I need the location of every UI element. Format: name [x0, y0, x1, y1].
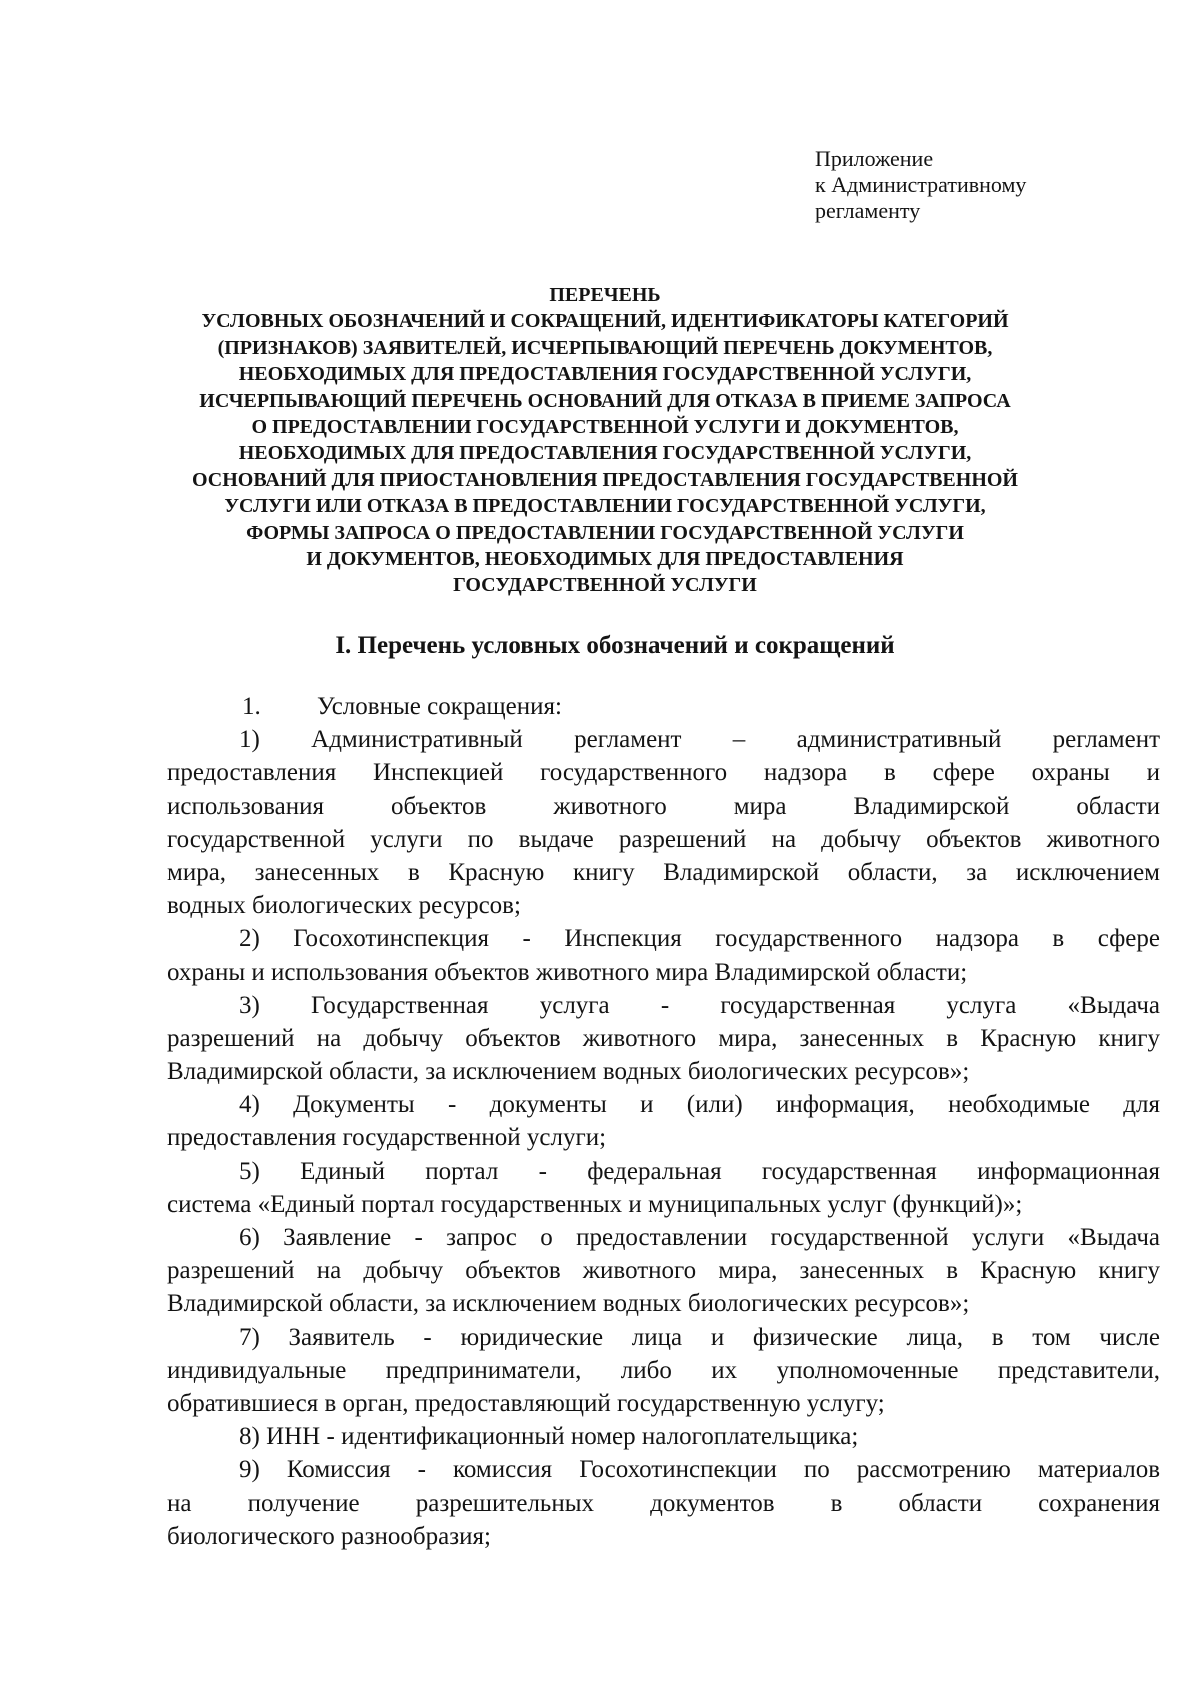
text-line: 8) ИНН - идентификационный номер налогоплательщика; [239, 1423, 859, 1451]
text-line: предоставления государственной услуги; [167, 1124, 607, 1152]
title-line: ПЕРЕЧЕНЬ [549, 284, 661, 306]
text-line: предоставления Инспекцией государственного надзора в сфере охраны и [167, 759, 1160, 787]
text-line: разрешений на добычу объектов животного мира, занесенных в Красную книгу [167, 1257, 1160, 1285]
title-line: УСЛОВНЫХ ОБОЗНАЧЕНИЙ И СОКРАЩЕНИЙ, ИДЕНТИФИКАТОРЫ КАТЕГОРИЙ [201, 310, 1009, 333]
text-line: 7) Заявитель - юридические лица и физические лица, в том числе [239, 1323, 1160, 1351]
text-line: 9) Комиссия - комиссия Госохотинспекции по рассмотрению материалов [239, 1456, 1160, 1484]
title-line: НЕОБХОДИМЫХ ДЛЯ ПРЕДОСТАВЛЕНИЯ ГОСУДАРСТВЕННОЙ УСЛУГИ, [238, 363, 972, 386]
item-text: Условные сокращения: [317, 693, 562, 720]
document-title [140, 282, 1070, 599]
text-line: Владимирской области, за исключением водных биологических ресурсов»; [167, 1290, 970, 1318]
text-line: 5) Единый портал - федеральная государственная информационная [239, 1157, 1160, 1185]
appendix-note [815, 146, 1026, 224]
title-line: ОСНОВАНИЙ ДЛЯ ПРИОСТАНОВЛЕНИЯ ПРЕДОСТАВЛЕНИЯ ГОСУДАРСТВЕННОЙ [191, 468, 1018, 491]
section-heading: I. Перечень условных обозначений и сокращений [335, 632, 895, 659]
text-line: система «Единый портал государственных и муниципальных услуг (функций)»; [167, 1190, 1023, 1218]
title-line: ИСЧЕРПЫВАЮЩИЙ ПЕРЕЧЕНЬ ОСНОВАНИЙ ДЛЯ ОТКАЗА В ПРИЕМЕ ЗАПРОСА [199, 389, 1011, 412]
title-line: ГОСУДАРСТВЕННОЙ УСЛУГИ [453, 574, 757, 597]
text-line: Владимирской области, за исключением водных биологических ресурсов»; [167, 1058, 970, 1086]
text-line: водных биологических ресурсов; [167, 892, 521, 920]
text-line: охраны и использования объектов животного мира Владимирской области; [167, 958, 968, 986]
item-number: 1. [242, 693, 261, 720]
abbreviations-list [167, 690, 1160, 1553]
text-line: 2) Госохотинспекция - Инспекция государственного надзора в сфере [239, 925, 1160, 953]
text-line: мира, занесенных в Красную книгу Владимирской области, за исключением [167, 858, 1160, 886]
text-line: разрешений на добычу объектов животного мира, занесенных в Красную книгу [167, 1024, 1160, 1052]
text-line: государственной услуги по выдаче разрешений на добычу объектов животного [167, 825, 1160, 853]
title-line: И ДОКУМЕНТОВ, НЕОБХОДИМЫХ ДЛЯ ПРЕДОСТАВЛЕНИЯ [306, 548, 904, 571]
text-line: 1) Административный регламент – административный регламент [239, 726, 1160, 754]
text-line: на получение разрешительных документов в области сохранения [167, 1489, 1160, 1517]
appendix-line: регламенту [815, 198, 921, 223]
text-line: биологического разнообразия; [167, 1522, 491, 1550]
text-line: использования объектов животного мира Владимирской области [167, 792, 1160, 820]
text-line: 6) Заявление - запрос о предоставлении государственной услуги «Выдача [239, 1224, 1160, 1251]
appendix-line: Приложение [815, 146, 934, 171]
title-line: НЕОБХОДИМЫХ ДЛЯ ПРЕДОСТАВЛЕНИЯ ГОСУДАРСТВЕННОЙ УСЛУГИ, [238, 442, 972, 465]
text-line: 3) Государственная услуга - государственная услуга «Выдача [239, 991, 1160, 1019]
title-line: УСЛУГИ ИЛИ ОТКАЗА В ПРЕДОСТАВЛЕНИИ ГОСУДАРСТВЕННОЙ УСЛУГИ, [224, 495, 986, 518]
list-item-heading [167, 690, 1160, 723]
title-line: ФОРМЫ ЗАПРОСА О ПРЕДОСТАВЛЕНИИ ГОСУДАРСТВЕННОЙ УСЛУГИ [246, 521, 964, 544]
title-line: (ПРИЗНАКОВ) ЗАЯВИТЕЛЕЙ, ИСЧЕРПЫВАЮЩИЙ ПЕРЕЧЕНЬ ДОКУМЕНТОВ, [217, 336, 993, 359]
text-line: 4) Документы - документы и (или) информация, необходимые для [239, 1091, 1160, 1119]
text-line: индивидуальные предприниматели, либо их уполномоченные представители, [167, 1356, 1160, 1384]
text-line: обратившиеся в орган, предоставляющий государственную услугу; [167, 1389, 885, 1417]
title-line: О ПРЕДОСТАВЛЕНИИ ГОСУДАРСТВЕННОЙ УСЛУГИ И ДОКУМЕНТОВ, [251, 416, 959, 439]
appendix-line: к Административному [815, 172, 1027, 197]
